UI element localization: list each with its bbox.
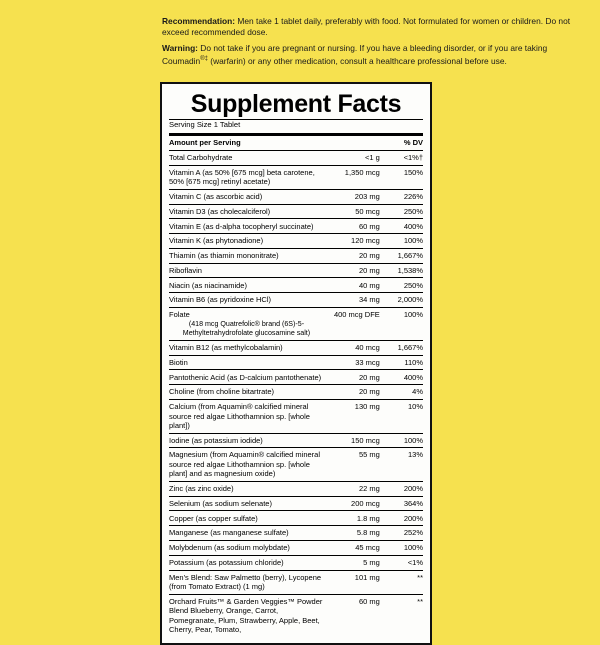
row-name: Calcium (from Aquamin® calcified mineral source red algae Lithothamnion sp. [whole plant]) bbox=[169, 399, 324, 433]
row-amount: 130 mg bbox=[324, 399, 380, 433]
table-row-blend bbox=[169, 570, 423, 594]
row-amount: 22 mg bbox=[324, 481, 380, 496]
row-dv: 1,538% bbox=[380, 263, 423, 278]
row-name: Folate bbox=[169, 310, 190, 320]
warning-note bbox=[162, 43, 576, 66]
table-row bbox=[169, 150, 423, 165]
warning-label: Warning: bbox=[162, 43, 198, 54]
table-row bbox=[169, 399, 423, 433]
table-row-folate bbox=[169, 308, 423, 341]
row-dv: 100% bbox=[380, 433, 423, 448]
row-name: Iodine (as potassium iodide) bbox=[169, 433, 324, 448]
row-amount: 120 mcg bbox=[324, 234, 380, 249]
row-name: Vitamin B12 (as methylcobalamin) bbox=[169, 340, 324, 355]
row-name: Riboflavin bbox=[169, 263, 324, 278]
row-dv: 100% bbox=[380, 541, 423, 556]
row-amount: 55 mg bbox=[324, 448, 380, 482]
row-dv: 364% bbox=[380, 496, 423, 511]
table-row bbox=[169, 555, 423, 570]
row-name: Biotin bbox=[169, 355, 324, 370]
row-name: Potassium (as potassium chloride) bbox=[169, 555, 324, 570]
row-amount: 20 mg bbox=[324, 248, 380, 263]
row-name: Vitamin D3 (as cholecalciferol) bbox=[169, 204, 324, 219]
table-row bbox=[169, 278, 423, 293]
recommendation-note bbox=[162, 16, 576, 37]
table-row bbox=[169, 496, 423, 511]
row-name: Choline (from choline bitartrate) bbox=[169, 385, 324, 400]
serving-size: Serving Size 1 Tablet bbox=[169, 120, 241, 129]
row-dv: 200% bbox=[380, 481, 423, 496]
row-amount: 1.8 mg bbox=[324, 511, 380, 526]
row-name: Total Carbohydrate bbox=[169, 150, 324, 165]
row-dv: 400% bbox=[380, 219, 423, 234]
table-row bbox=[169, 433, 423, 448]
row-amount: 20 mg bbox=[324, 385, 380, 400]
row-dv: 110% bbox=[380, 355, 423, 370]
table-row bbox=[169, 541, 423, 556]
row-name: Manganese (as manganese sulfate) bbox=[169, 526, 324, 541]
row-name: Copper (as copper sulfate) bbox=[169, 511, 324, 526]
row-dv: ** bbox=[417, 596, 423, 606]
row-dv: 13% bbox=[380, 448, 423, 482]
row-dv: 250% bbox=[380, 204, 423, 219]
row-name: Vitamin A (as 50% [675 mcg] beta carotene, 50% [675 mcg] retinyl acetate) bbox=[169, 165, 324, 189]
row-dv: <1%† bbox=[380, 150, 423, 165]
row-name: Thiamin (as thiamin mononitrate) bbox=[169, 248, 324, 263]
row-name: Men's Blend: Saw Palmetto (berry), Lycopene (from Tomato Extract) (1 mg) bbox=[169, 570, 324, 594]
table-header-row bbox=[169, 136, 423, 150]
row-amount: 400 mcg DFE bbox=[324, 308, 380, 341]
row-name: Magnesium (from Aquamin® calcified mineral source red algae Lithothamnion sp. [whole plant] and as magnesium oxide) bbox=[169, 448, 324, 482]
row-name: Niacin (as niacinamide) bbox=[169, 278, 324, 293]
table-row bbox=[169, 340, 423, 355]
row-dv: ** bbox=[380, 570, 423, 594]
table-row bbox=[169, 448, 423, 482]
row-amount: 20 mg bbox=[324, 370, 380, 385]
row-amount: 60 mg bbox=[324, 219, 380, 234]
table-row bbox=[169, 293, 423, 308]
row-name: Vitamin B6 (as pyridoxine HCl) bbox=[169, 293, 324, 308]
row-name: Vitamin C (as ascorbic acid) bbox=[169, 189, 324, 204]
header-spacer bbox=[324, 136, 380, 150]
row-amount: 45 mcg bbox=[324, 541, 380, 556]
row-amount: 60 mg bbox=[358, 596, 380, 606]
row-dv: 226% bbox=[380, 189, 423, 204]
row-dv: <1% bbox=[380, 555, 423, 570]
warning-superscript: ®‡ bbox=[200, 55, 208, 62]
row-name: Selenium (as sodium selenate) bbox=[169, 496, 324, 511]
row-amount: 200 mcg bbox=[324, 496, 380, 511]
table-row bbox=[169, 248, 423, 263]
header-percent-dv: % DV bbox=[380, 136, 423, 150]
table-row bbox=[169, 219, 423, 234]
row-amount: 203 mg bbox=[324, 189, 380, 204]
row-amount: 20 mg bbox=[324, 263, 380, 278]
row-amount: 101 mg bbox=[324, 570, 380, 594]
row-amount: 5 mg bbox=[324, 555, 380, 570]
row-name: Pantothenic Acid (as D-calcium pantothenate) bbox=[169, 370, 324, 385]
row-name: Vitamin E (as d-alpha tocopheryl succinate) bbox=[169, 219, 324, 234]
row-amount: 33 mcg bbox=[324, 355, 380, 370]
row-dv: 10% bbox=[380, 399, 423, 433]
row-amount: 34 mg bbox=[324, 293, 380, 308]
row-dv: 150% bbox=[380, 165, 423, 189]
row-dv: 400% bbox=[380, 370, 423, 385]
row-dv: 2,000% bbox=[380, 293, 423, 308]
row-dv: 1,667% bbox=[380, 340, 423, 355]
label-left-margin bbox=[0, 0, 148, 600]
recommendation-text: Men take 1 tablet daily, preferably with food. Not formulated for women or children. Do not exceed recommended dose. bbox=[162, 16, 571, 37]
row-name: Molybdenum (as sodium molybdate) bbox=[169, 541, 324, 556]
row-dv: 4% bbox=[380, 385, 423, 400]
nutrient-table bbox=[169, 136, 423, 637]
row-dv: 100% bbox=[380, 234, 423, 249]
table-row bbox=[169, 526, 423, 541]
warning-text-part1: Do not take if you are pregnant or nursing. If you have a bleeding disorder, or if you are taking Coumadin bbox=[162, 43, 548, 66]
row-amount: <1 g bbox=[324, 150, 380, 165]
table-row bbox=[169, 385, 423, 400]
table-row bbox=[169, 165, 423, 189]
row-name: Orchard Fruits™ & Garden Veggies™ Powder Blend Blueberry, Orange, Carrot, Pomegranate, Plum, Strawberry, Apple, Beet, Cherry, Pear, Tomato, bbox=[169, 596, 323, 635]
row-dv: 252% bbox=[380, 526, 423, 541]
table-row bbox=[169, 263, 423, 278]
supplement-facts-panel bbox=[160, 82, 432, 645]
row-amount: 150 mcg bbox=[324, 433, 380, 448]
table-row bbox=[169, 189, 423, 204]
row-dv: 200% bbox=[380, 511, 423, 526]
recommendation-label: Recommendation: bbox=[162, 16, 236, 26]
table-row-blend bbox=[169, 594, 423, 637]
row-amount: 40 mg bbox=[324, 278, 380, 293]
table-row bbox=[169, 370, 423, 385]
row-name-with-subnote bbox=[169, 308, 324, 341]
header-amount-per-serving: Amount per Serving bbox=[169, 136, 324, 150]
row-amount: 1,350 mcg bbox=[324, 165, 380, 189]
table-row bbox=[169, 481, 423, 496]
row-amount: 40 mcg bbox=[324, 340, 380, 355]
row-dv: 100% bbox=[380, 308, 423, 341]
panel-title: Supplement Facts bbox=[190, 90, 402, 118]
table-row bbox=[169, 355, 423, 370]
row-name: Zinc (as zinc oxide) bbox=[169, 481, 324, 496]
row-amount: 5.8 mg bbox=[324, 526, 380, 541]
row-dv: 1,667% bbox=[380, 248, 423, 263]
warning-text-part2: (warfarin) or any other medication, consult a healthcare professional before use. bbox=[207, 55, 507, 66]
top-notes bbox=[162, 16, 576, 72]
row-amount: 50 mcg bbox=[324, 204, 380, 219]
row-subnote: (418 mcg Quatrefolic® brand (6S)-5-Methyltetrahydrofolate glucosamine salt) bbox=[182, 319, 311, 337]
table-row bbox=[169, 511, 423, 526]
row-name: Vitamin K (as phytonadione) bbox=[169, 234, 324, 249]
row-dv: 250% bbox=[380, 278, 423, 293]
nutrient-table-body bbox=[169, 136, 423, 637]
table-row bbox=[169, 204, 423, 219]
table-row bbox=[169, 234, 423, 249]
